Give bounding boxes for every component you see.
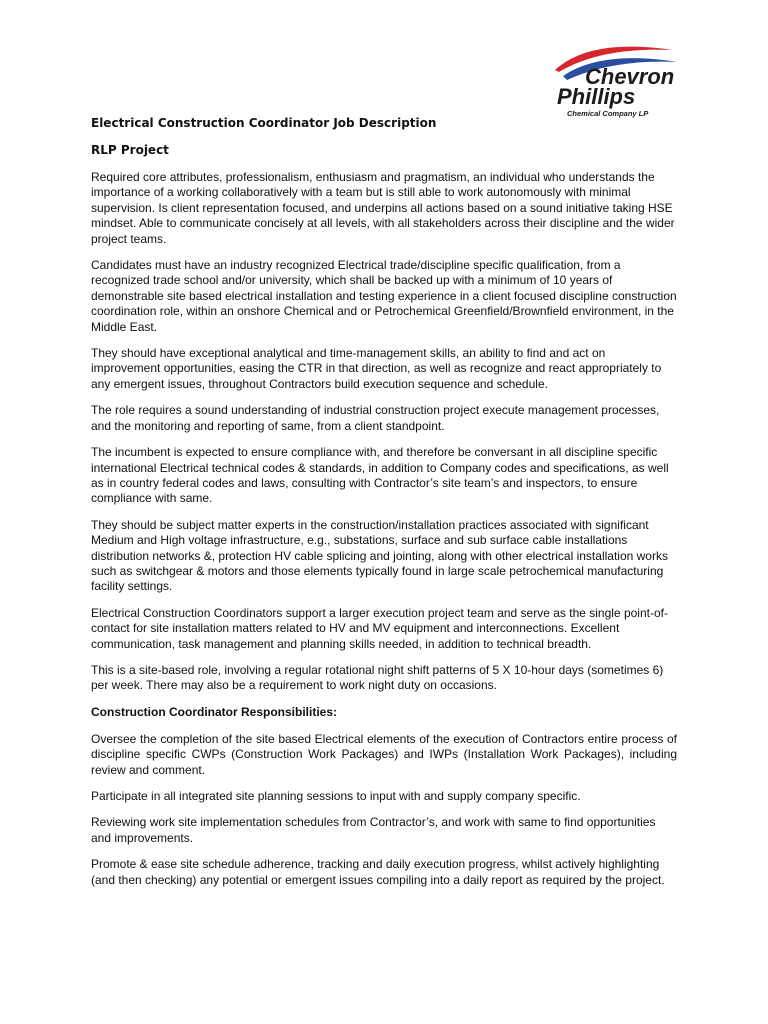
document-body [91,116,677,899]
intro-paragraph: The incumbent is expected to ensure compliance with, and therefore be conversant in all discipline specific international Electrical technical codes & standards, in addition to Company codes and specifications, as well as in country federal codes and laws, consulting with Contractor’s site team’s and inspectors, to ensure compliance with same. [91,445,669,506]
logo-line-1: Chevron [585,64,675,89]
logo-line-3: Chemical Company LP [567,109,649,118]
responsibility-item: Reviewing work site implementation schedules from Contractor’s, and work with same to find opportunities and improvements. [91,815,656,845]
intro-paragraph: Required core attributes, professionalism, enthusiasm and pragmatism, an individual who understands the importance of a working collaboratively with a team but is still able to work autonomously with minimal supervision. Is client representation focused, and underpins all actions based on a sound initiative taking HSE mindset. Able to communicate concisely at all levels, with all stakeholders across their discipline and the wider project teams. [91,170,675,246]
responsibility-item: Oversee the completion of the site based Electrical elements of the execution of Contractors entire process of discipline specific CWPs (Construction Work Packages) and IWPs (Installation Work Packages), including review and comment. [91,731,677,777]
responsibility-item: Promote & ease site schedule adherence, tracking and daily execution progress, whilst actively highlighting (and then checking) any potential or emergent issues compiling into a daily report as required by the project. [91,857,665,887]
responsibility-item: Participate in all integrated site planning sessions to input with and supply company specific. [91,789,581,803]
logo-graphic [549,40,681,122]
project-subtitle: RLP Project [91,143,169,157]
intro-paragraph: Electrical Construction Coordinators support a larger execution project team and serve as the single point-of-contact for site installation matters related to HV and MV equipment and interconnections. Excellent communication, task management and planning skills needed, in addition to technical breadth. [91,605,668,651]
intro-paragraph: They should have exceptional analytical and time-management skills, an ability to find and act on improvement opportunities, easing the CTR in that direction, as well as recognize and react appropriately to any emergent issues, throughout Contractors build execution sequence and schedule. [91,346,662,391]
intro-paragraph: They should be subject matter experts in the construction/installation practices associated with significant Medium and High voltage infrastructure, e.g., substations, surface and sub surface cable installations distribution networks &, protection HV cable splicing and jointing, along with other electrical installation works such as switchgear & motors and those elements typically found in large scale petrochemical manufacturing facility settings. [91,517,668,594]
intro-paragraph: This is a site-based role, involving a regular rotational night shift patterns of 5 X 10-hour days (sometimes 6) per week. There may also be a requirement to work night duty on occasions. [91,662,664,693]
responsibilities-heading: Construction Coordinator Responsibilities: [91,704,338,719]
document-title: Electrical Construction Coordinator Job Description [91,116,437,130]
logo-line-2: Phillips [557,84,636,109]
intro-paragraph: Candidates must have an industry recognized Electrical trade/discipline specific qualification, from a recognized trade school and/or university, which shall be backed up with a minimum of 10 years of demonstrable site based electrical installation and testing experience in a client focused discipline construction coordination role, within an onshore Chemical and or Petrochemical Greenfield/Brownfield environment, in the Middle East. [91,258,677,334]
intro-paragraph: The role requires a sound understanding of industrial construction project execute management processes, and the monitoring and reporting of same, from a client standpoint. [91,403,660,433]
chevron-phillips-logo [549,40,681,122]
